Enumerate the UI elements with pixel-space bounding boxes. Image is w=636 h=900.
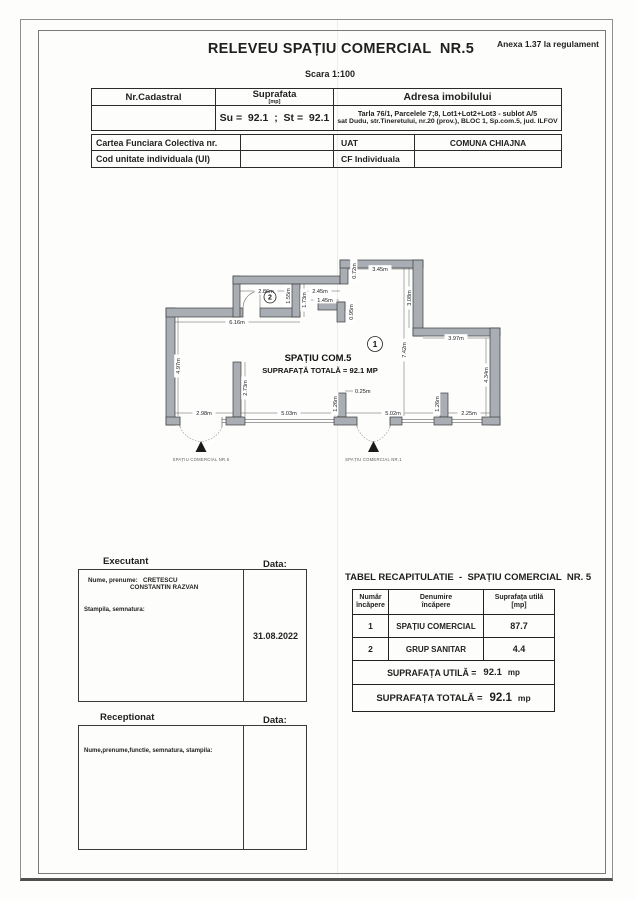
- room-area-label: SUPRAFAȚĂ TOTALĂ = 92.1 MP: [262, 366, 378, 375]
- executant-box: [78, 569, 307, 702]
- wall-room2-top: [233, 276, 340, 284]
- svg-text:0.95m: 0.95m: [349, 304, 355, 320]
- receptionat-title: Receptionat: [100, 712, 155, 723]
- svg-text:2.45m: 2.45m: [312, 289, 328, 295]
- recap-title: TABEL RECAPITULATIE - SPAȚIU COMERCIAL NR. 5: [345, 572, 592, 583]
- dim-434: [482, 338, 490, 416]
- floor-plan: [150, 255, 530, 485]
- svg-text:4.97m: 4.97m: [176, 358, 182, 374]
- dim-025: [345, 389, 371, 395]
- dim-616: [175, 318, 300, 326]
- svg-text:3.97m: 3.97m: [448, 336, 464, 342]
- bottom-wall-blocks: [166, 417, 500, 425]
- receptionat-divider: [243, 726, 244, 849]
- recap-col3-header: Suprafața utilă [mp]: [484, 590, 554, 615]
- svg-text:3.45m: 3.45m: [372, 267, 388, 273]
- executant-divider: [243, 570, 244, 701]
- stub-273: [233, 362, 241, 417]
- cf-row1-key: UAT: [334, 135, 415, 151]
- svg-text:3.08m: 3.08m: [407, 290, 413, 306]
- svg-text:5.03m: 5.03m: [281, 411, 297, 417]
- receptionat-note: Nume,prenume,functie, semnatura, stampila:: [84, 748, 213, 754]
- executant-stamp-label: Stampila, semnatura:: [84, 607, 145, 613]
- dim-155: [284, 285, 292, 308]
- recap-col1-header: Număr încăpere: [353, 590, 389, 615]
- svg-text:2.25m: 2.25m: [461, 411, 477, 417]
- svg-text:2.98m: 2.98m: [196, 411, 212, 417]
- executant-name-line2: CONSTANTIN RAZVAN: [130, 584, 199, 591]
- recap-row2-area: 4.4: [484, 638, 554, 661]
- entrance-right-arrow-icon: [368, 441, 379, 452]
- wall-left: [166, 308, 175, 425]
- svg-text:1.73m: 1.73m: [302, 292, 308, 308]
- info-col3-header: Adresa imobilului: [334, 89, 561, 106]
- dim-126-right: [433, 393, 441, 417]
- receptionat-box: [78, 725, 307, 850]
- recap-row1-area: 87.7: [484, 615, 554, 638]
- stub-126-center: [338, 393, 346, 417]
- svg-text:2.73m: 2.73m: [243, 380, 249, 396]
- dim-273: [241, 362, 249, 416]
- entrance-left-arrow-icon: [196, 441, 207, 452]
- room1-number-badge: [368, 337, 383, 352]
- cf-row1-value: COMUNA CHIAJNA: [415, 135, 561, 151]
- land-book-table: [91, 134, 562, 168]
- recap-row1-name: SPAȚIU COMERCIAL: [389, 615, 484, 638]
- scale-label: Scara 1:100: [304, 69, 356, 79]
- cf-row2-key: CF Individuala: [334, 151, 415, 167]
- recap-row2-num: 2: [353, 638, 389, 661]
- dim-308: [405, 268, 413, 328]
- dim-497: [174, 317, 182, 416]
- svg-text:1.55m: 1.55m: [286, 288, 292, 304]
- recap-total-row: SUPRAFAȚA TOTALĂ = 92.1 mp: [376, 692, 531, 704]
- wall-room2-right: [292, 284, 300, 317]
- dim-145: [311, 296, 339, 304]
- executant-name-label: Nume, prenume:: [88, 577, 138, 584]
- executant-name-block: [88, 577, 238, 591]
- svg-text:2.86m: 2.86m: [258, 289, 274, 295]
- entrance-right-label: SPAȚIU COMERCIAL NR.1: [345, 457, 402, 462]
- annex-note: Anexa 1.37 la regulament: [496, 39, 599, 49]
- info-address-value: Tarla 76/1, Parcelele 7;8, Lot1+Lot2+Lot3 - sublot A/5 sat Dudu, str.Tineretului, nr.20 (prov.), BLOC 1, Sp.com.5, jud. ILFOV: [337, 108, 558, 125]
- dim-503: [241, 409, 338, 417]
- executant-name-line1: CRETESCU: [142, 577, 178, 584]
- recap-row1-num: 1: [353, 615, 389, 638]
- dim-225: [448, 409, 490, 417]
- dim-095: [347, 301, 355, 324]
- wall-right: [490, 328, 500, 425]
- executant-title: Executant: [103, 556, 149, 567]
- cf-row2-empty: [241, 151, 334, 167]
- svg-text:5.02m: 5.02m: [385, 411, 401, 417]
- entrance-left-label: SPAȚIU COMERCIAL NR.5: [172, 457, 230, 462]
- svg-text:1: 1: [372, 339, 378, 349]
- svg-text:1.45m: 1.45m: [317, 298, 333, 304]
- svg-text:4.34m: 4.34m: [484, 367, 490, 383]
- recap-useful-row: SUPRAFAȚA UTILĂ = 92.1 mp: [353, 661, 554, 685]
- info-cadastral-value: [92, 106, 216, 130]
- svg-text:6.16m: 6.16m: [229, 320, 245, 326]
- wall-tall-right: [413, 260, 423, 336]
- svg-text:0.72m: 0.72m: [352, 263, 358, 279]
- recap-col2-header: Denumire încăpere: [389, 590, 484, 615]
- recap-row2-name: GRUP SANITAR: [389, 638, 484, 661]
- cf-row1-empty: [241, 135, 334, 151]
- executant-date-label: Data:: [263, 559, 287, 570]
- svg-text:1.26m: 1.26m: [435, 396, 441, 412]
- info-table: [91, 88, 562, 131]
- executant-date-value: 31.08.2022: [252, 630, 299, 641]
- stub-126-right: [440, 393, 448, 417]
- svg-text:7.42m: 7.42m: [402, 342, 408, 358]
- dim-072: [350, 260, 358, 283]
- cf-row2-value: [415, 151, 561, 167]
- dim-502: [346, 409, 440, 417]
- svg-text:2: 2: [268, 294, 272, 302]
- wall-b1: [166, 308, 243, 317]
- wall-l-vert: [337, 302, 345, 322]
- cf-row1-label: Cartea Funciara Colectiva nr.: [92, 135, 241, 151]
- dim-126-center: [331, 393, 339, 417]
- cf-row2-label: Cod unitate individuala (UI): [92, 151, 241, 167]
- svg-text:1.26m: 1.26m: [333, 396, 339, 412]
- receptionat-date-label: Data:: [263, 715, 287, 726]
- room-name-label: SPAȚIU COM.5: [284, 353, 352, 364]
- entrance-left: [173, 417, 230, 462]
- svg-text:0.25m: 0.25m: [355, 389, 371, 396]
- page-title: RELEVEU SPAȚIU COMERCIAL NR.5: [207, 41, 475, 57]
- recap-table: [352, 589, 555, 712]
- dim-173: [300, 284, 308, 317]
- info-col2-header: Suprafata [mp]: [216, 89, 334, 106]
- info-surface-value: Su = 92.1 ; St = 92.1: [216, 106, 334, 130]
- dim-298: [175, 409, 233, 417]
- info-col1-header: Nr.Cadastral: [92, 89, 216, 106]
